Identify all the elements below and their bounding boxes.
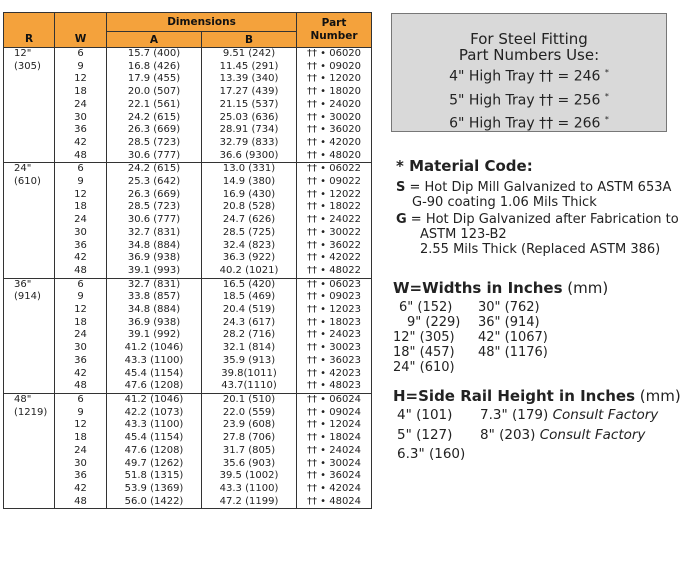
width-cell: 42 (55, 483, 107, 496)
radius-cell: (1219) (4, 407, 55, 420)
height-8in-note: Consult Factory (535, 427, 646, 443)
table-row (4, 368, 372, 381)
table-row (4, 240, 372, 253)
width-cell: 42 (55, 368, 107, 381)
radius-cell (4, 86, 55, 99)
fitting-title-line1: For Steel Fitting (470, 30, 588, 48)
dim-b-cell: 20.1 (510) (202, 393, 297, 406)
material-g (396, 212, 679, 257)
width-value: 30" (762) (478, 300, 540, 315)
part-number-cell: †† • 36020 (297, 124, 372, 137)
table-row (4, 176, 372, 189)
dim-a-cell: 32.7 (831) (107, 278, 202, 291)
width-cell: 9 (55, 61, 107, 74)
dim-b-cell: 13.39 (340) (202, 73, 297, 86)
radius-cell (4, 445, 55, 458)
col-header-dimensions: Dimensions (107, 13, 297, 32)
part-number-cell: †† • 42023 (297, 368, 372, 381)
fitting-line-mark: * (604, 115, 609, 125)
height-4in: 4" (101) (397, 407, 453, 423)
heights-heading (393, 387, 681, 405)
part-number-cell: †† • 12022 (297, 189, 372, 202)
table-row (4, 227, 372, 240)
fitting-line-6in (392, 110, 666, 134)
table-row (4, 99, 372, 112)
part-number-cell: †† • 24024 (297, 445, 372, 458)
dim-a-cell: 16.8 (426) (107, 61, 202, 74)
width-cell: 18 (55, 317, 107, 330)
width-cell: 18 (55, 86, 107, 99)
dim-a-cell: 30.6 (777) (107, 150, 202, 163)
dim-b-cell: 35.6 (903) (202, 458, 297, 471)
widths-heading (393, 279, 608, 297)
dim-b-cell: 28.91 (734) (202, 124, 297, 137)
dim-b-cell: 25.03 (636) (202, 112, 297, 125)
dim-a-cell: 47.6 (1208) (107, 380, 202, 393)
width-value: 6" (152) (399, 300, 453, 315)
fitting-line-mark: * (604, 91, 609, 101)
widths-list (393, 300, 548, 375)
material-s (396, 180, 671, 210)
fitting-line-5in (392, 87, 666, 111)
dim-b-cell: 9.51 (242) (202, 48, 297, 61)
widths-row (399, 315, 548, 330)
dim-a-cell: 24.2 (615) (107, 163, 202, 176)
width-value: 48" (1176) (478, 345, 548, 360)
dim-a-cell: 25.3 (642) (107, 176, 202, 189)
dim-b-cell: 28.2 (716) (202, 329, 297, 342)
table-row (4, 278, 372, 291)
dim-b-cell: 32.79 (833) (202, 137, 297, 150)
table-row (4, 163, 372, 176)
width-cell: 18 (55, 432, 107, 445)
width-cell: 12 (55, 73, 107, 86)
width-cell: 24 (55, 329, 107, 342)
part-number-cell: †† • 18022 (297, 201, 372, 214)
table-row (4, 342, 372, 355)
table-row (4, 150, 372, 163)
radius-cell (4, 368, 55, 381)
dim-a-cell: 43.3 (1100) (107, 355, 202, 368)
dim-b-cell: 21.15 (537) (202, 99, 297, 112)
part-number-cell: †† • 18024 (297, 432, 372, 445)
radius-cell: 36" (4, 278, 55, 291)
dim-b-cell: 14.9 (380) (202, 176, 297, 189)
radius-cell (4, 252, 55, 265)
fitting-line-text: 4" High Tray †† = 246 (449, 68, 601, 85)
col-header-a: A (107, 32, 202, 48)
part-number-cell: †† • 42020 (297, 137, 372, 150)
table-row (4, 304, 372, 317)
width-cell: 30 (55, 112, 107, 125)
fitting-line-mark: * (604, 68, 609, 77)
part-number-cell: †† • 24022 (297, 214, 372, 227)
dim-a-cell: 41.2 (1046) (107, 393, 202, 406)
widths-row (399, 300, 548, 315)
table-row (4, 61, 372, 74)
table-row (4, 189, 372, 202)
radius-cell (4, 432, 55, 445)
radius-cell (4, 458, 55, 471)
radius-cell (4, 304, 55, 317)
part-number-cell: †† • 18023 (297, 317, 372, 330)
part-number-cell: †† • 06024 (297, 393, 372, 406)
width-cell: 36 (55, 124, 107, 137)
dim-b-cell: 20.4 (519) (202, 304, 297, 317)
radius-cell (4, 124, 55, 137)
part-header-line2: Number (310, 30, 358, 42)
width-cell: 12 (55, 304, 107, 317)
fitting-line-text: 5" High Tray †† = 256 (449, 92, 601, 109)
radius-cell (4, 150, 55, 163)
dim-a-cell: 45.4 (1154) (107, 368, 202, 381)
height-7-3in-value: 7.3" (179) (480, 407, 549, 423)
table-row (4, 73, 372, 86)
material-g-line2: ASTM 123-B2 (420, 227, 507, 242)
dim-a-cell: 32.7 (831) (107, 227, 202, 240)
part-number-cell: †† • 36023 (297, 355, 372, 368)
widths-row (393, 360, 548, 375)
fitting-line-text: 6" High Tray †† = 266 (449, 115, 601, 132)
height-6-3in: 6.3" (160) (397, 446, 466, 462)
width-value: 36" (914) (478, 315, 540, 330)
width-cell: 48 (55, 150, 107, 163)
table-row (4, 407, 372, 420)
width-value: 9" (229) (407, 315, 461, 330)
radius-cell (4, 73, 55, 86)
table-row (4, 496, 372, 509)
part-number-cell: †† • 48023 (297, 380, 372, 393)
part-number-cell: †† • 36022 (297, 240, 372, 253)
dim-a-cell: 41.2 (1046) (107, 342, 202, 355)
part-number-cell: †† • 18020 (297, 86, 372, 99)
width-cell: 24 (55, 214, 107, 227)
radius-cell: (610) (4, 176, 55, 189)
width-cell: 9 (55, 407, 107, 420)
dim-a-cell: 33.8 (857) (107, 291, 202, 304)
dim-a-cell: 24.2 (615) (107, 112, 202, 125)
table-row (4, 214, 372, 227)
width-cell: 6 (55, 48, 107, 61)
table-body (4, 48, 372, 509)
part-number-cell: †† • 09020 (297, 61, 372, 74)
heights-heading-unit: (mm) (635, 387, 681, 405)
dim-a-cell: 39.1 (992) (107, 329, 202, 342)
width-value: 12" (305) (393, 330, 455, 345)
part-number-cell: †† • 30020 (297, 112, 372, 125)
height-8in-value: 8" (203) (480, 427, 536, 443)
radius-cell (4, 214, 55, 227)
table-row (4, 201, 372, 214)
radius-cell (4, 355, 55, 368)
material-code-heading: * Material Code: (396, 157, 533, 175)
dim-a-cell: 56.0 (1422) (107, 496, 202, 509)
radius-cell (4, 99, 55, 112)
dim-b-cell: 43.3 (1100) (202, 483, 297, 496)
table-row (4, 137, 372, 150)
radius-cell (4, 483, 55, 496)
dim-b-cell: 31.7 (805) (202, 445, 297, 458)
width-cell: 6 (55, 278, 107, 291)
part-number-cell: †† • 06020 (297, 48, 372, 61)
part-number-cell: †† • 09023 (297, 291, 372, 304)
radius-cell: (305) (4, 61, 55, 74)
radius-cell (4, 201, 55, 214)
width-cell: 42 (55, 137, 107, 150)
heights-heading-text: H=Side Rail Height in Inches (393, 387, 636, 405)
table-row (4, 252, 372, 265)
dim-b-cell: 11.45 (291) (202, 61, 297, 74)
fitting-line-4in (392, 63, 666, 87)
material-g-line1: = Hot Dip Galvanized after Fabrication to (406, 212, 679, 227)
dim-a-cell: 53.9 (1369) (107, 483, 202, 496)
width-value: 24" (610) (393, 360, 455, 375)
width-cell: 36 (55, 470, 107, 483)
part-header-line1: Part (321, 17, 347, 29)
width-cell: 48 (55, 380, 107, 393)
material-s-key: S (396, 180, 406, 195)
dim-b-cell: 27.8 (706) (202, 432, 297, 445)
dim-b-cell: 39.8(1011) (202, 368, 297, 381)
dim-a-cell: 36.9 (938) (107, 252, 202, 265)
radius-cell: (914) (4, 291, 55, 304)
dim-b-cell: 36.6 (9300) (202, 150, 297, 163)
width-cell: 48 (55, 265, 107, 278)
part-number-cell: †† • 36024 (297, 470, 372, 483)
dim-a-cell: 42.2 (1073) (107, 407, 202, 420)
part-number-cell: †† • 12020 (297, 73, 372, 86)
width-cell: 30 (55, 458, 107, 471)
part-number-cell: †† • 48020 (297, 150, 372, 163)
dim-a-cell: 45.4 (1154) (107, 432, 202, 445)
table-row (4, 48, 372, 61)
radius-cell (4, 496, 55, 509)
radius-cell (4, 227, 55, 240)
radius-cell (4, 240, 55, 253)
radius-cell: 48" (4, 393, 55, 406)
part-number-cell: †† • 24020 (297, 99, 372, 112)
radius-cell (4, 317, 55, 330)
table-row (4, 112, 372, 125)
dim-b-cell: 23.9 (608) (202, 419, 297, 432)
dim-a-cell: 28.5 (723) (107, 137, 202, 150)
width-cell: 18 (55, 201, 107, 214)
col-header-b: B (202, 32, 297, 48)
material-s-line2: G-90 coating 1.06 Mils Thick (412, 195, 597, 210)
width-cell: 12 (55, 189, 107, 202)
part-number-cell: †† • 30024 (297, 458, 372, 471)
table-row (4, 86, 372, 99)
radius-cell (4, 137, 55, 150)
radius-cell (4, 189, 55, 202)
table-row (4, 483, 372, 496)
width-cell: 36 (55, 240, 107, 253)
steel-fitting-box (391, 13, 667, 132)
dim-a-cell: 39.1 (993) (107, 265, 202, 278)
dim-a-cell: 34.8 (884) (107, 304, 202, 317)
radius-cell (4, 265, 55, 278)
width-cell: 12 (55, 419, 107, 432)
dim-b-cell: 35.9 (913) (202, 355, 297, 368)
width-cell: 6 (55, 163, 107, 176)
width-cell: 30 (55, 342, 107, 355)
dim-b-cell: 39.5 (1002) (202, 470, 297, 483)
dim-b-cell: 13.0 (331) (202, 163, 297, 176)
table-row (4, 393, 372, 406)
dim-a-cell: 26.3 (669) (107, 189, 202, 202)
width-cell: 42 (55, 252, 107, 265)
width-value: 42" (1067) (478, 330, 548, 345)
width-cell: 9 (55, 176, 107, 189)
part-number-cell: †† • 48022 (297, 265, 372, 278)
dim-b-cell: 22.0 (559) (202, 407, 297, 420)
fitting-title-line2: Part Numbers Use: (458, 46, 600, 64)
radius-cell (4, 342, 55, 355)
dim-b-cell: 32.4 (823) (202, 240, 297, 253)
width-cell: 24 (55, 445, 107, 458)
dim-b-cell: 20.8 (528) (202, 201, 297, 214)
radius-cell (4, 380, 55, 393)
table-row (4, 265, 372, 278)
width-cell: 6 (55, 393, 107, 406)
part-number-cell: †† • 06023 (297, 278, 372, 291)
dim-a-cell: 28.5 (723) (107, 201, 202, 214)
dim-a-cell: 51.8 (1315) (107, 470, 202, 483)
dim-b-cell: 24.3 (617) (202, 317, 297, 330)
dim-b-cell: 17.27 (439) (202, 86, 297, 99)
dim-b-cell: 16.9 (430) (202, 189, 297, 202)
height-5in: 5" (127) (397, 427, 453, 443)
dim-b-cell: 36.3 (922) (202, 252, 297, 265)
dim-a-cell: 47.6 (1208) (107, 445, 202, 458)
radius-cell (4, 112, 55, 125)
table-row (4, 445, 372, 458)
dim-a-cell: 36.9 (938) (107, 317, 202, 330)
part-number-cell: †† • 42024 (297, 483, 372, 496)
widths-heading-text: W=Widths in Inches (393, 279, 563, 297)
dim-b-cell: 24.7 (626) (202, 214, 297, 227)
dim-a-cell: 34.8 (884) (107, 240, 202, 253)
table-row (4, 124, 372, 137)
width-cell: 30 (55, 227, 107, 240)
table-row (4, 432, 372, 445)
part-number-cell: †† • 09022 (297, 176, 372, 189)
height-7-3in-note: Consult Factory (548, 407, 659, 423)
widths-heading-unit: (mm) (562, 279, 609, 297)
table-row (4, 380, 372, 393)
part-number-cell: †† • 09024 (297, 407, 372, 420)
radius-cell (4, 470, 55, 483)
radius-cell: 12" (4, 48, 55, 61)
height-7-3in (480, 407, 658, 423)
part-number-cell: †† • 48024 (297, 496, 372, 509)
dim-b-cell: 43.7(1110) (202, 380, 297, 393)
dim-a-cell: 17.9 (455) (107, 73, 202, 86)
width-cell: 48 (55, 496, 107, 509)
col-header-part-number (297, 13, 372, 48)
dim-a-cell: 26.3 (669) (107, 124, 202, 137)
part-number-cell: †† • 42022 (297, 252, 372, 265)
width-cell: 9 (55, 291, 107, 304)
dim-a-cell: 49.7 (1262) (107, 458, 202, 471)
dim-a-cell: 22.1 (561) (107, 99, 202, 112)
part-number-cell: †† • 30022 (297, 227, 372, 240)
width-value: 18" (457) (393, 345, 455, 360)
dim-b-cell: 32.1 (814) (202, 342, 297, 355)
table-row (4, 419, 372, 432)
part-number-cell: †† • 12023 (297, 304, 372, 317)
table-row (4, 317, 372, 330)
dim-a-cell: 30.6 (777) (107, 214, 202, 227)
dim-b-cell: 28.5 (725) (202, 227, 297, 240)
col-header-r: R (4, 13, 55, 48)
table-row (4, 458, 372, 471)
dim-b-cell: 47.2 (1199) (202, 496, 297, 509)
dimensions-table (3, 12, 372, 509)
table-row (4, 355, 372, 368)
radius-cell (4, 329, 55, 342)
widths-row (393, 345, 548, 360)
dim-b-cell: 18.5 (469) (202, 291, 297, 304)
part-number-cell: †† • 06022 (297, 163, 372, 176)
width-cell: 36 (55, 355, 107, 368)
radius-cell (4, 419, 55, 432)
height-8in (480, 427, 645, 443)
radius-cell: 24" (4, 163, 55, 176)
widths-row (393, 330, 548, 345)
material-g-line3: 2.55 Mils Thick (Replaced ASTM 386) (420, 242, 661, 257)
table-row (4, 470, 372, 483)
dim-a-cell: 15.7 (400) (107, 48, 202, 61)
col-header-w: W (55, 13, 107, 48)
table-row (4, 291, 372, 304)
material-g-key: G (396, 212, 407, 227)
dim-b-cell: 40.2 (1021) (202, 265, 297, 278)
part-number-cell: †† • 12024 (297, 419, 372, 432)
material-s-line1: = Hot Dip Mill Galvanized to ASTM 653A (405, 180, 672, 195)
dim-b-cell: 16.5 (420) (202, 278, 297, 291)
table-row (4, 329, 372, 342)
dim-a-cell: 20.0 (507) (107, 86, 202, 99)
part-number-cell: †† • 30023 (297, 342, 372, 355)
width-cell: 24 (55, 99, 107, 112)
part-number-cell: †† • 24023 (297, 329, 372, 342)
dim-a-cell: 43.3 (1100) (107, 419, 202, 432)
